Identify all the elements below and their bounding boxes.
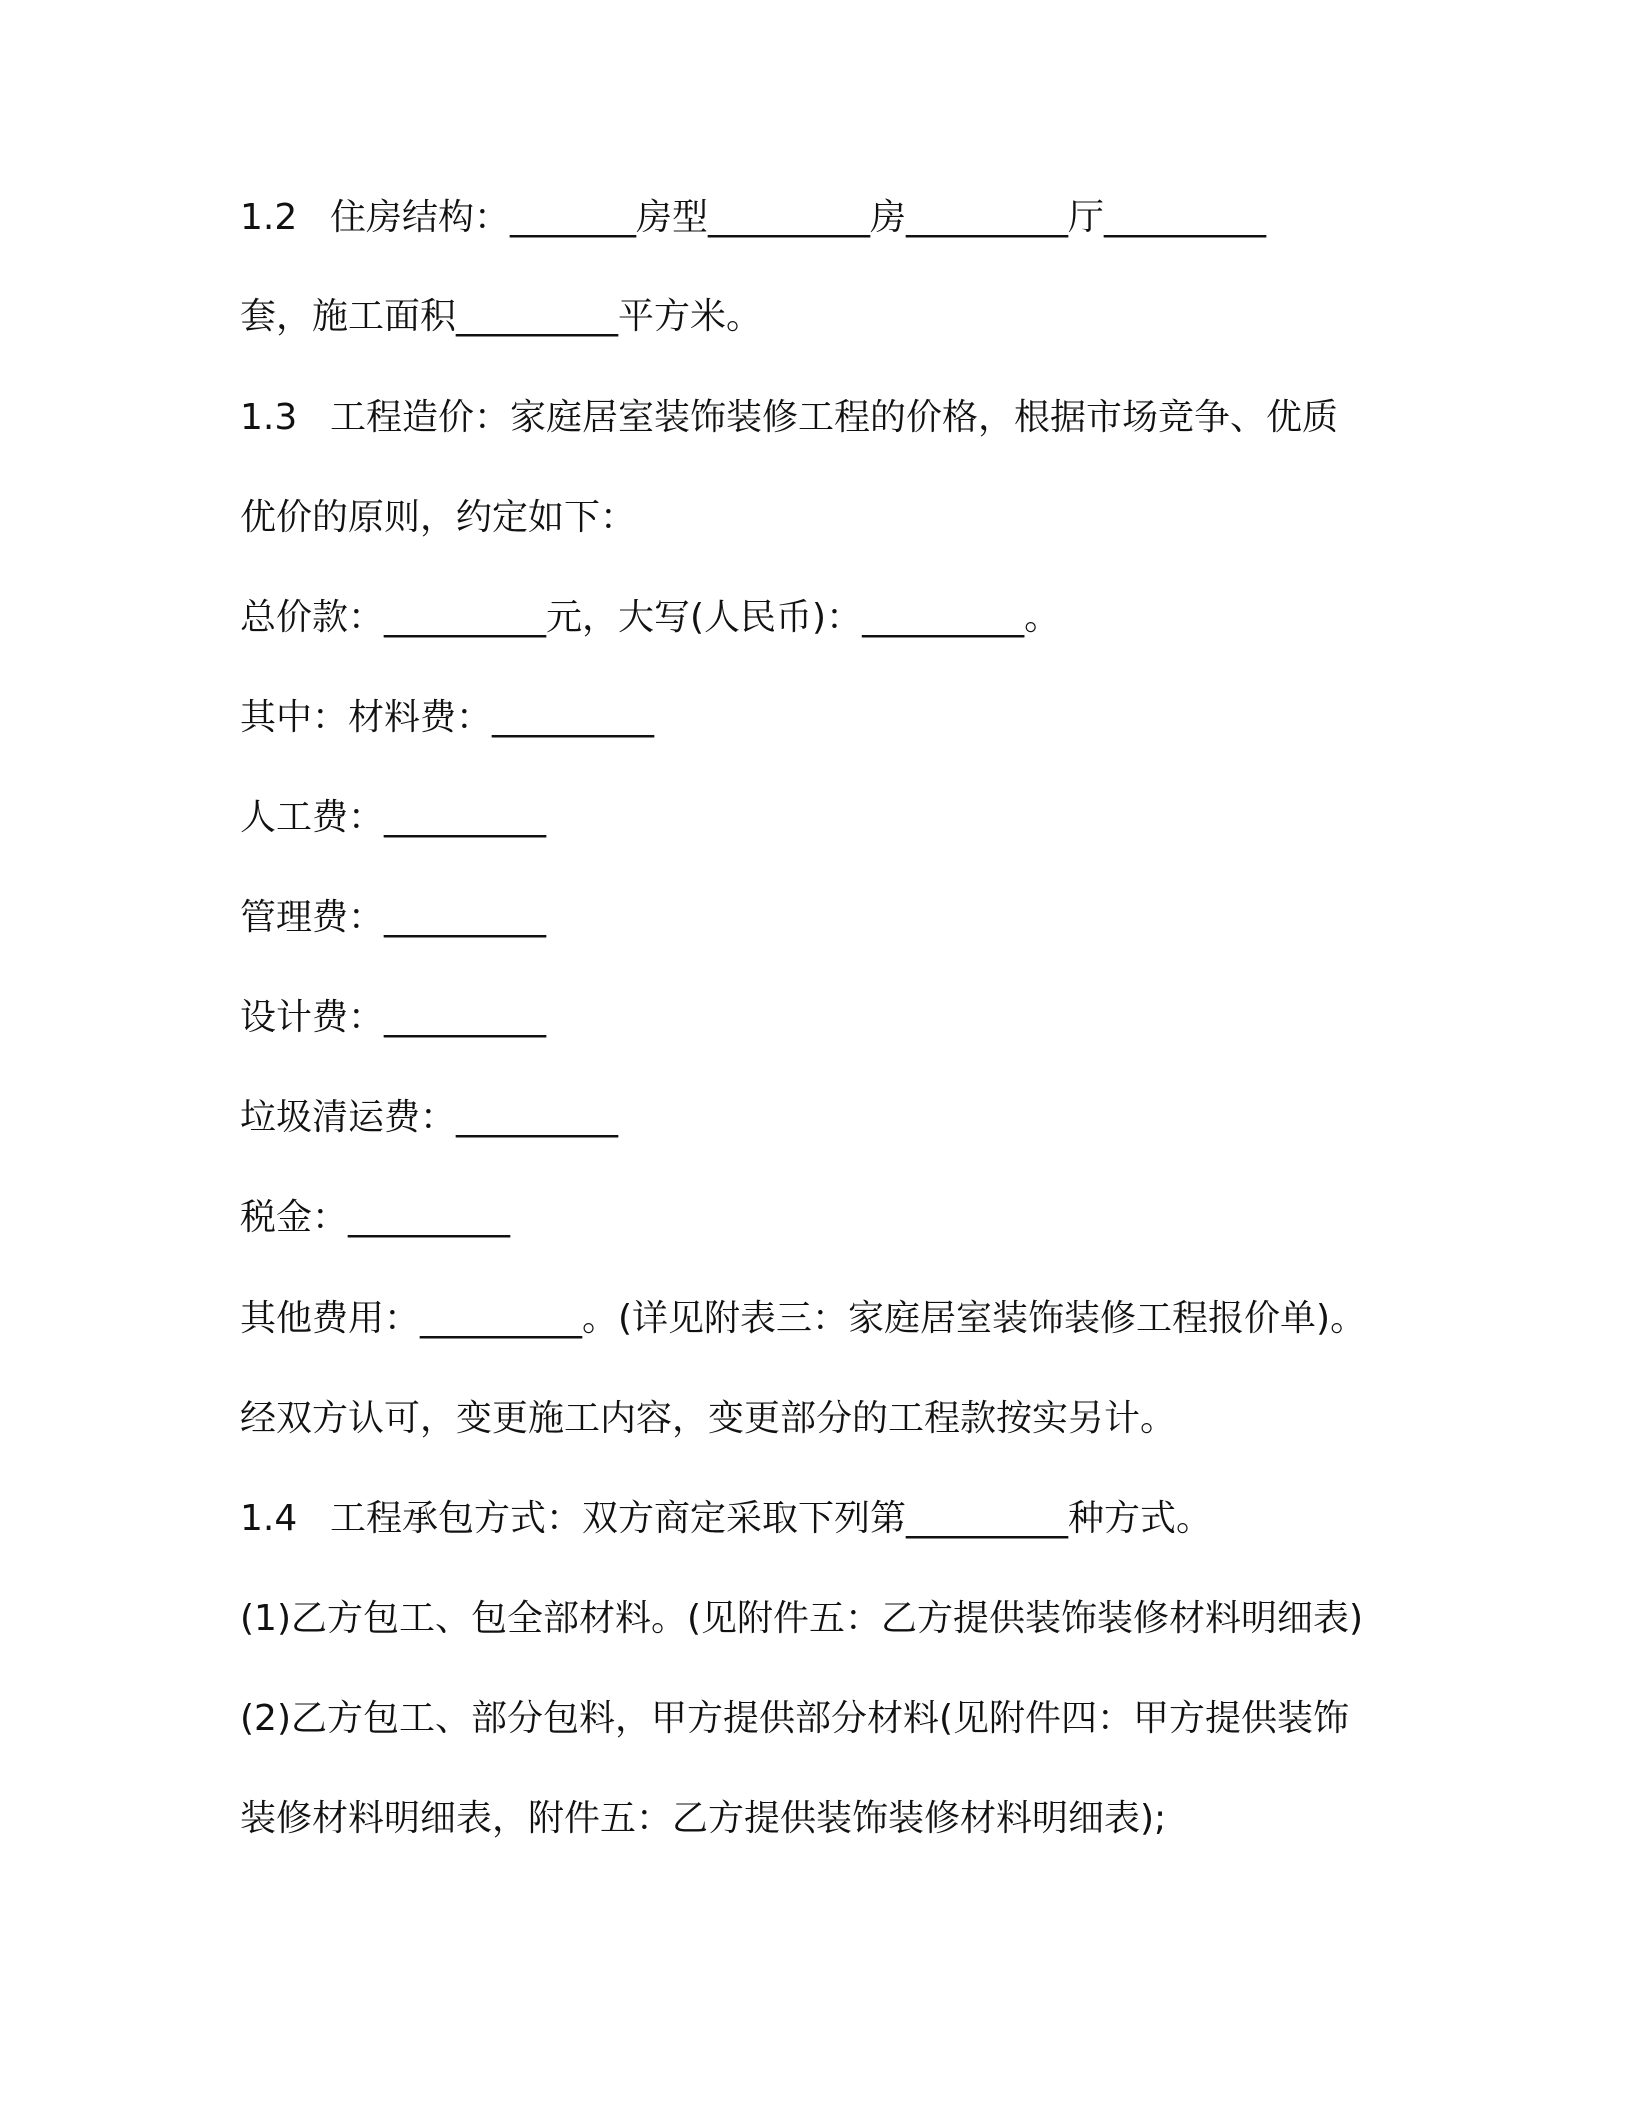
waste-removal-fee-line [240, 1094, 618, 1142]
line-text: 设计费：_________ [240, 997, 547, 1038]
clause-number: 1.2 [240, 197, 298, 238]
option-2-line-2 [240, 1795, 1166, 1843]
line-text: 人工费：_________ [240, 797, 547, 838]
line-text: (1)乙方包工、包全部材料。(见附件五：乙方提供装饰装修材料明细表) [240, 1598, 1364, 1639]
line-text: 垃圾清运费：_________ [240, 1097, 619, 1138]
tax-line [240, 1194, 510, 1242]
material-fee-line [240, 694, 654, 742]
line-text: 套，施工面积_________平方米。 [240, 296, 763, 337]
clause-1-4-line-1 [240, 1495, 1212, 1543]
change-terms-line [240, 1395, 1176, 1443]
line-text: 工程承包方式：双方商定采取下列第_________种方式。 [330, 1498, 1213, 1539]
line-text: (2)乙方包工、部分包料，甲方提供部分材料(见附件四：甲方提供装饰 [240, 1698, 1350, 1739]
clause-number: 1.3 [240, 397, 298, 438]
other-fees-line [240, 1295, 1366, 1343]
line-text: 优价的原则，约定如下： [240, 497, 637, 538]
line-text: 其中：材料费：_________ [240, 697, 655, 738]
labor-fee-line [240, 794, 546, 842]
clause-1-3-line-1 [240, 394, 1338, 442]
line-text: 管理费：_________ [240, 897, 547, 938]
line-text: 装修材料明细表，附件五：乙方提供装饰装修材料明细表); [240, 1798, 1167, 1839]
line-text: 其他费用：_________。(详见附表三：家庭居室装饰装修工程报价单)。 [240, 1298, 1367, 1339]
option-2-line-1 [240, 1695, 1349, 1743]
design-fee-line [240, 994, 546, 1042]
option-1-line [240, 1595, 1363, 1643]
line-text: 经双方认可，变更施工内容，变更部分的工程款按实另计。 [240, 1398, 1177, 1439]
line-text: 总价款：_________元，大写(人民币)：_________。 [240, 597, 1061, 638]
line-text: 住房结构：_______房型_________房_________厅_________ [330, 197, 1267, 238]
total-price-line [240, 594, 1060, 642]
clause-1-2-line-1 [240, 194, 1266, 242]
line-text: 工程造价：家庭居室装饰装修工程的价格，根据市场竞争、优质 [330, 397, 1339, 438]
clause-1-3-line-2 [240, 494, 636, 542]
management-fee-line [240, 894, 546, 942]
clause-1-2-line-2 [240, 293, 762, 341]
line-text: 税金：_________ [240, 1197, 511, 1238]
clause-number: 1.4 [240, 1498, 298, 1539]
